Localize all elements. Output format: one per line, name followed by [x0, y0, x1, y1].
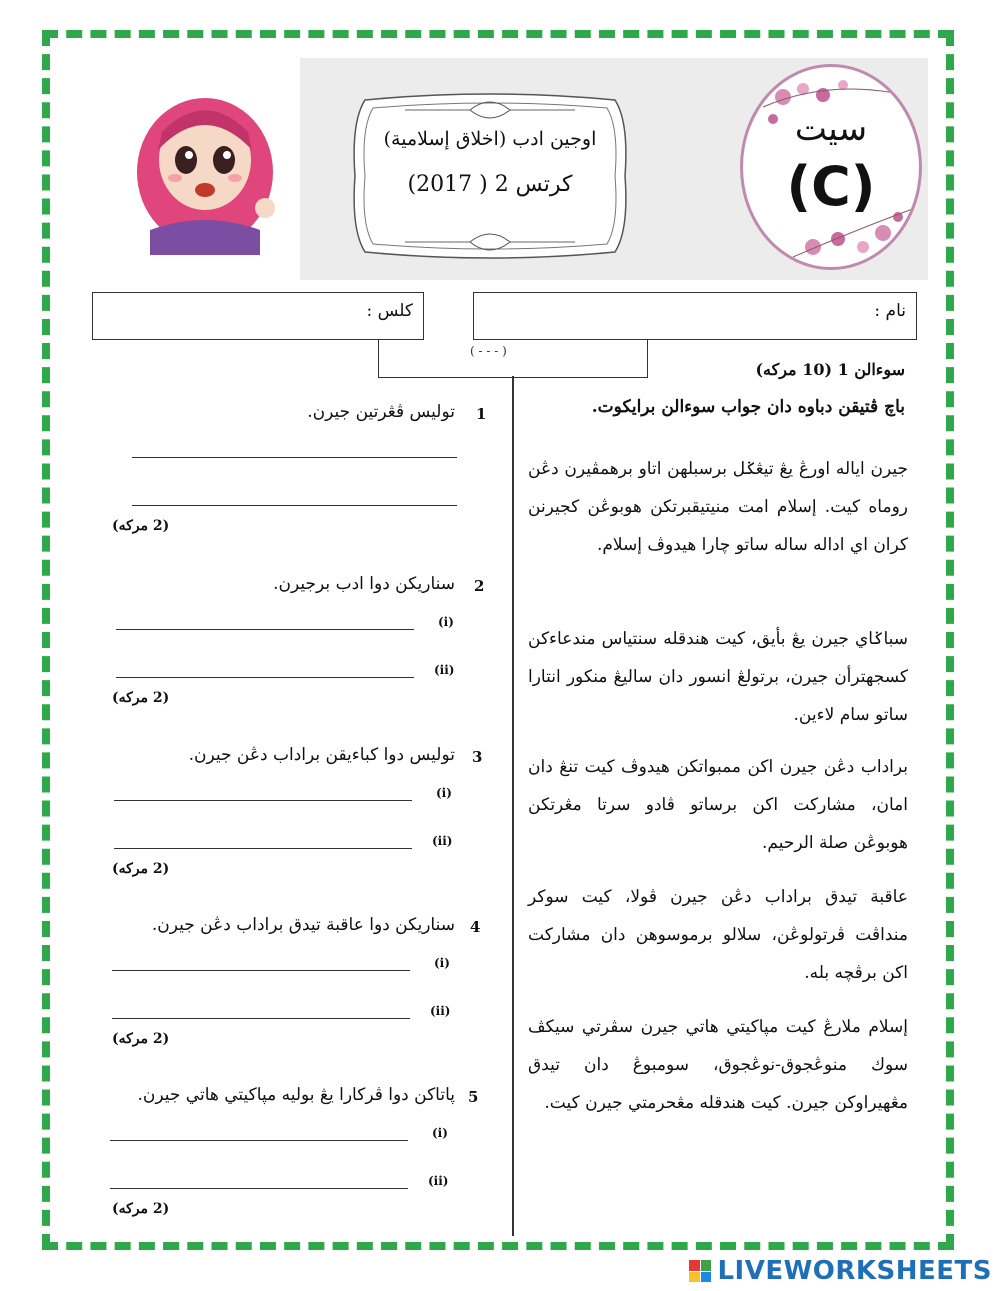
question-text: سناريكن دوا ادب برجيرن. [273, 574, 455, 594]
passage-paragraph: عاقبة تيدق براداب دڠن جيرن ڤولا، كيت سوكر منداڤت ڤرتولوڠن، سلالو برموسوهن دان مشاركت اكن برڤچه بله. [528, 887, 908, 983]
marks-label: (2 مركه) [112, 690, 170, 706]
roman-numeral: (ii) [432, 834, 453, 848]
marks-label: (2 مركه) [112, 1031, 170, 1047]
answer-line[interactable] [112, 970, 410, 971]
brand-name: LIVEWORKSHEETS [717, 1256, 992, 1286]
passage-paragraph: جيرن اياله اورڠ يڠ تيڠݢل برسبلهن اتاو برهمڤيرن دڠن روماه كيت. إسلام امت منيتيقبرتكن هوبوڠن كجيرنن كران اي اداله ساله ساتو چارا هيدوڤ إسلام. [528, 459, 908, 555]
roman-numeral: (ii) [430, 1004, 451, 1018]
paper-number: كرتس 2 ( 2017) [407, 172, 573, 197]
class-field[interactable] [92, 292, 424, 340]
center-tab [378, 340, 648, 378]
name-field[interactable] [473, 292, 917, 340]
section-title: سوءالن 1 (10 مركه) [755, 360, 905, 379]
marks-label: (2 مركه) [112, 518, 170, 534]
question-text: سناريكن دوا عاقبة تيدق براداب دڠن جيرن. [151, 915, 455, 935]
answer-line[interactable] [116, 629, 414, 630]
question-number: 3 [472, 748, 483, 766]
roman-numeral: (ii) [428, 1174, 449, 1188]
question-text: ڽاتاكن دوا ڤركارا يڠ بوليه مپاكيتي هاتي جيرن. [137, 1085, 455, 1105]
column-divider [512, 376, 514, 1236]
answer-line[interactable] [114, 800, 412, 801]
set-badge [740, 64, 922, 270]
passage-paragraph: سباݢاي جيرن يڠ بأيق، كيت هندقله سنتياس مندعاءكن كسجهترأن جيرن، برتولڠ انسور دان ساليڠ منكور انتارا ساتو سام لاءين. [528, 629, 908, 725]
question-text: توليس دوا كباءيقن براداب دڠن جيرن. [188, 745, 455, 765]
question-number: 1 [476, 405, 487, 423]
liveworksheets-brand[interactable] [689, 1256, 992, 1286]
hijab-girl-illustration [130, 80, 285, 255]
answer-line[interactable] [110, 1188, 408, 1189]
roman-numeral: (ii) [434, 663, 455, 677]
passage-paragraph: براداب دڠن جيرن اكن ممبواتكن هيدوڤ كيت تنڠ دان امان، مشاركت اكن برساتو ڤادو سرتا مڠرتكن هوبوڠن صلة الرحيم. [528, 757, 908, 853]
roman-numeral: (i) [436, 786, 452, 800]
marks-label: (2 مركه) [112, 1201, 170, 1217]
class-label: كلس : [366, 301, 413, 321]
answer-line[interactable] [112, 1018, 410, 1019]
roman-numeral: (i) [434, 956, 450, 970]
marks-label: (2 مركه) [112, 861, 170, 877]
liveworksheets-logo-icon [689, 1260, 711, 1282]
set-code: (C) [786, 155, 876, 218]
roman-numeral: (i) [438, 615, 454, 629]
answer-line[interactable] [114, 848, 412, 849]
question-number: 2 [474, 577, 485, 595]
set-title: سيت [794, 109, 868, 149]
section-instruction: باچ ڤتيقن دباوه دان جواب سوءالن برايكوت. [591, 397, 905, 417]
question-number: 5 [468, 1088, 479, 1106]
answer-line[interactable] [110, 1140, 408, 1141]
name-label: نام : [874, 301, 906, 321]
subject-title: اوجين ادب (اخلاق إسلامية) [383, 128, 597, 150]
answer-line[interactable] [132, 457, 457, 458]
question-number: 4 [470, 918, 481, 936]
question-text: توليس ڤڠرتين جيرن. [307, 402, 455, 422]
answer-line[interactable] [116, 677, 414, 678]
roman-numeral: (i) [432, 1126, 448, 1140]
passage-paragraph: إسلام ملارڠ كيت مپاكيتي هاتي جيرن سڤرتي سيكڤ سوك منوڠجوق-نوڠجوق، سومبوڠ دان تيدق مڠهيراوكن جيرن. كيت هندقله مڠحرمتي جيرن كيت. [528, 1017, 908, 1113]
tab-text: ( - - - ) [470, 344, 507, 358]
answer-line[interactable] [132, 505, 457, 506]
